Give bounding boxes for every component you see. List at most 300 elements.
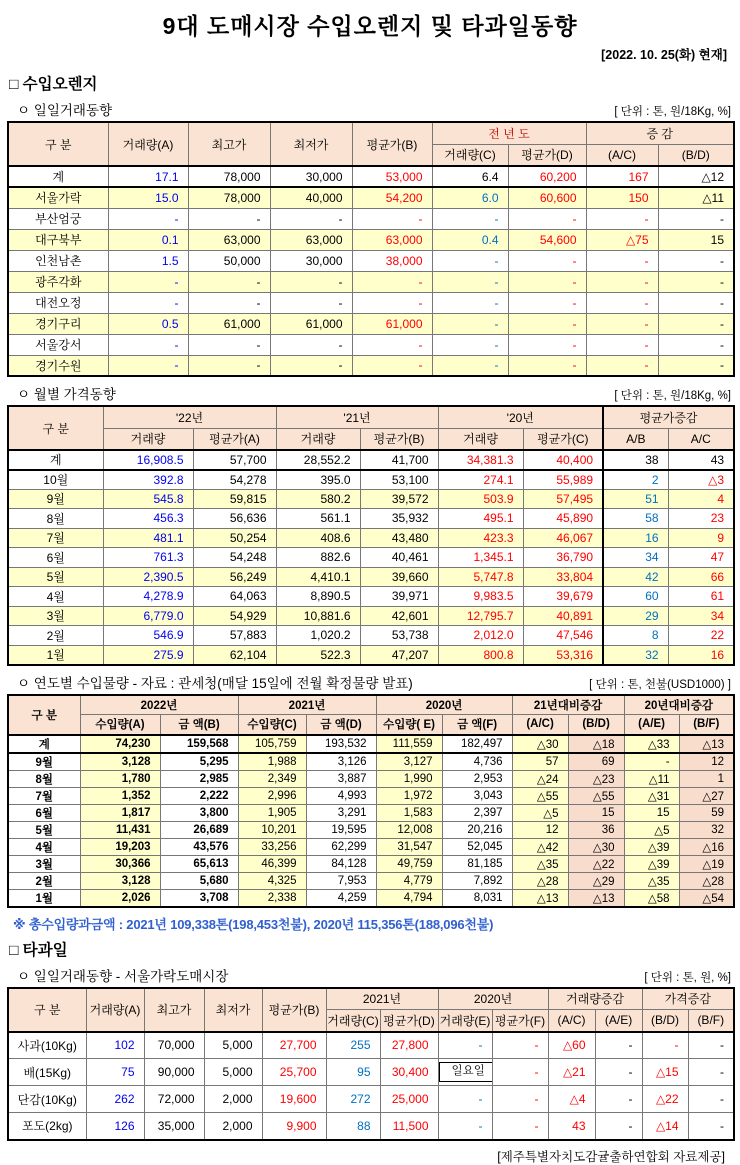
cell: - (438, 1032, 492, 1059)
cell: - (586, 271, 658, 292)
cell: 19,600 (262, 1086, 326, 1113)
cell: 12 (679, 753, 734, 771)
cell: △35 (624, 872, 679, 889)
column-header: 평균가(C) (523, 428, 603, 450)
cell: 39,679 (523, 587, 603, 607)
cell: 3,128 (80, 753, 160, 771)
cell: 31,547 (376, 838, 442, 855)
cell: 3,127 (376, 753, 442, 771)
cell: 43,480 (360, 528, 438, 548)
cell: 29 (603, 606, 668, 626)
column-header: 구 분 (8, 406, 103, 450)
cell: △33 (624, 735, 679, 753)
cell: - (586, 208, 658, 229)
cell: 41,700 (360, 450, 438, 470)
cell: - (352, 271, 432, 292)
cell: △39 (624, 855, 679, 872)
cell: △15 (642, 1059, 688, 1086)
cell: 90,000 (144, 1059, 204, 1086)
cell: △27 (679, 787, 734, 804)
cell: - (508, 271, 586, 292)
cell: - (270, 355, 352, 376)
table-row (8, 889, 734, 907)
cell: 6.0 (432, 187, 508, 208)
cell: 65,613 (160, 855, 238, 872)
cell: 53,000 (352, 166, 432, 187)
cell: 30,000 (270, 250, 352, 271)
cell: 88 (326, 1113, 380, 1140)
column-header: 구 분 (8, 122, 108, 166)
cell: - (432, 334, 508, 355)
table-row (8, 450, 734, 470)
cell: 1 (679, 770, 734, 787)
cell: 53,100 (360, 470, 438, 490)
row-label: 10월 (8, 470, 103, 490)
cell: 1,352 (80, 787, 160, 804)
cell: 4,736 (442, 753, 512, 771)
cell: 8,890.5 (276, 587, 360, 607)
table-row (8, 548, 734, 568)
column-header: 거래량(C) (326, 1010, 380, 1032)
row-label: 부산엄궁 (8, 208, 108, 229)
cell: 545.8 (103, 489, 193, 509)
cell: 3,887 (306, 770, 376, 787)
row-label: 계 (8, 166, 108, 187)
column-header: 금 액(D) (306, 715, 376, 735)
row-label: 단감(10Kg) (8, 1086, 86, 1113)
cell: 15 (624, 804, 679, 821)
column-header: 금 액(B) (160, 715, 238, 735)
cell: 12,795.7 (438, 606, 523, 626)
cell: 61 (668, 587, 734, 607)
daily-orange-table (7, 121, 735, 377)
cell: 272 (326, 1086, 380, 1113)
column-header: 평균가(B) (360, 428, 438, 450)
row-label: 1월 (8, 889, 80, 907)
source-credit: [제주특별자치도감귤출하연합회 자료제공] (497, 1149, 725, 1164)
cell: 481.1 (103, 528, 193, 548)
column-header: 거래량(A) (86, 988, 144, 1032)
cell: △11 (624, 770, 679, 787)
cell: 15 (658, 229, 734, 250)
column-header: 2020년 (376, 695, 512, 715)
table-row (8, 1113, 734, 1140)
cell: 45,890 (523, 509, 603, 529)
cell: 2,996 (238, 787, 306, 804)
cell: 50,000 (188, 250, 270, 271)
row-label: 1월 (8, 645, 103, 665)
cell: 58 (603, 509, 668, 529)
cell: - (432, 271, 508, 292)
cell: 17.1 (108, 166, 188, 187)
cell: - (688, 1059, 734, 1086)
cell: 1,817 (80, 804, 160, 821)
cell: 54,200 (352, 187, 432, 208)
cell: - (624, 753, 679, 771)
cell: △30 (568, 838, 624, 855)
cell: - (658, 292, 734, 313)
row-label: 8월 (8, 770, 80, 787)
cell: 2,012.0 (438, 626, 523, 646)
table-row (8, 166, 734, 187)
cell: - (352, 292, 432, 313)
cell: △22 (568, 855, 624, 872)
cell: △54 (679, 889, 734, 907)
column-header: (A/E) (624, 715, 679, 735)
cell: - (658, 250, 734, 271)
cell: 54,929 (193, 606, 276, 626)
sunday-note: 일요일 (439, 1062, 493, 1082)
column-header: (B/D) (568, 715, 624, 735)
cell: 1.5 (108, 250, 188, 271)
cell: 54,248 (193, 548, 276, 568)
cell: 456.3 (103, 509, 193, 529)
cell: 1,020.2 (276, 626, 360, 646)
cell: - (595, 1059, 642, 1086)
cell: - (595, 1113, 642, 1140)
cell: △28 (512, 872, 568, 889)
table-caption-fruits: ㅇ 일일거래동향 - 서울가락도매시장 (17, 968, 229, 984)
cell: △16 (679, 838, 734, 855)
cell: - (432, 292, 508, 313)
cell: 62,299 (306, 838, 376, 855)
cell: - (188, 271, 270, 292)
cell: 9,983.5 (438, 587, 523, 607)
cell: 35,932 (360, 509, 438, 529)
cell: - (508, 334, 586, 355)
row-label: 3월 (8, 606, 103, 626)
caption-row-fruits (17, 965, 731, 985)
column-header: 20년대비증감 (624, 695, 734, 715)
table-row (8, 313, 734, 334)
cell: 7,953 (306, 872, 376, 889)
column-header: 최고가 (188, 122, 270, 166)
unit-label-yearly: [ 단위 : 톤, 천불(USD1000) ] (589, 678, 731, 691)
cell: △12 (658, 166, 734, 187)
cell: 84,128 (306, 855, 376, 872)
cell: △13 (568, 889, 624, 907)
cell: 1,990 (376, 770, 442, 787)
column-header: 평균가(D) (508, 144, 586, 166)
cell: - (108, 334, 188, 355)
column-header: 금 액(F) (442, 715, 512, 735)
cell: 36 (568, 821, 624, 838)
cell: 10,881.6 (276, 606, 360, 626)
cell: △55 (568, 787, 624, 804)
row-label: 서울강서 (8, 334, 108, 355)
cell: △30 (512, 735, 568, 753)
cell: 503.9 (438, 489, 523, 509)
caption-row-daily (17, 99, 731, 119)
column-header: 2021년 (326, 988, 438, 1010)
cell: 60,200 (508, 166, 586, 187)
cell: - (432, 208, 508, 229)
cell: 42 (603, 567, 668, 587)
cell: 54,278 (193, 470, 276, 490)
cell: - (658, 208, 734, 229)
cell: 2,390.5 (103, 567, 193, 587)
column-header: 21년대비증감 (512, 695, 624, 715)
cell: 59 (679, 804, 734, 821)
cell: 19,595 (306, 821, 376, 838)
unit-label-monthly: [ 단위 : 톤, 원/18Kg, %] (614, 390, 731, 402)
cell: - (492, 1113, 548, 1140)
table-row (8, 735, 734, 753)
cell: 2,953 (442, 770, 512, 787)
cell: 4,278.9 (103, 587, 193, 607)
cell: △23 (568, 770, 624, 787)
column-header: 거래량(C) (432, 144, 508, 166)
table-row (8, 645, 734, 665)
cell: - (432, 250, 508, 271)
row-label: 경기구리 (8, 313, 108, 334)
yearly-import-table (7, 694, 735, 908)
cell: △3 (668, 470, 734, 490)
cell: 52,045 (442, 838, 512, 855)
cell: 1,583 (376, 804, 442, 821)
cell: △35 (512, 855, 568, 872)
table-row (8, 821, 734, 838)
column-header: '20년 (438, 406, 603, 428)
cell: 5,295 (160, 753, 238, 771)
table-row (8, 1032, 734, 1059)
caption-row-yearly (17, 672, 731, 692)
column-header: (A/C) (586, 144, 658, 166)
total-import-footnote: ※ 총수입량과금액 : 2021년 109,338톤(198,453천불), 2020년 115,356톤(188,096천불) (13, 916, 494, 932)
cell: 408.6 (276, 528, 360, 548)
cell: 12,008 (376, 821, 442, 838)
cell: 7,892 (442, 872, 512, 889)
cell: 49,759 (376, 855, 442, 872)
cell: 1,780 (80, 770, 160, 787)
cell: 423.3 (438, 528, 523, 548)
cell: 30,400 (380, 1059, 438, 1086)
cell: 51 (603, 489, 668, 509)
cell: 2,026 (80, 889, 160, 907)
cell: 16 (668, 645, 734, 665)
cell: - (586, 250, 658, 271)
cell: 60,600 (508, 187, 586, 208)
column-header: 평균가(A) (193, 428, 276, 450)
cell: △39 (624, 838, 679, 855)
cell: 159,568 (160, 735, 238, 753)
cell: 32 (679, 821, 734, 838)
cell: - (586, 313, 658, 334)
column-header: (A/C) (512, 715, 568, 735)
cell: 5,680 (160, 872, 238, 889)
cell: 81,185 (442, 855, 512, 872)
cell: 54,600 (508, 229, 586, 250)
column-header: (A/E) (595, 1010, 642, 1032)
column-header: (B/D) (658, 144, 734, 166)
cell: - (508, 250, 586, 271)
cell: △18 (568, 735, 624, 753)
cell: 39,572 (360, 489, 438, 509)
column-header: 수입량( E) (376, 715, 442, 735)
row-label: 2월 (8, 872, 80, 889)
column-header: 거래량(E) (438, 1010, 492, 1032)
cell: 580.2 (276, 489, 360, 509)
column-header: (B/F) (688, 1010, 734, 1032)
cell: - (270, 271, 352, 292)
cell: 39,971 (360, 587, 438, 607)
cell: △29 (568, 872, 624, 889)
cell: 0.1 (108, 229, 188, 250)
table-row (8, 753, 734, 771)
cell: 126 (86, 1113, 144, 1140)
row-label: 대전오정 (8, 292, 108, 313)
column-header: '21년 (276, 406, 438, 428)
column-header: 거래량증감 (548, 988, 642, 1010)
cell: △28 (679, 872, 734, 889)
cell: 8 (603, 626, 668, 646)
table-row (8, 250, 734, 271)
row-label: 6월 (8, 804, 80, 821)
cell: 800.8 (438, 645, 523, 665)
cell: 3,126 (306, 753, 376, 771)
cell: 546.9 (103, 626, 193, 646)
column-header: 거래량 (438, 428, 523, 450)
column-header: '22년 (103, 406, 276, 428)
table-caption-daily: ㅇ 일일거래동향 (17, 103, 113, 118)
cell: 22 (668, 626, 734, 646)
cell: 27,800 (380, 1032, 438, 1059)
row-label: 4월 (8, 838, 80, 855)
cell: 59,815 (193, 489, 276, 509)
cell: 6.4 (432, 166, 508, 187)
column-header: 최저가 (270, 122, 352, 166)
cell: 0.5 (108, 313, 188, 334)
column-header: 거래량 (103, 428, 193, 450)
cell: - (595, 1086, 642, 1113)
cell: 20,216 (442, 821, 512, 838)
cell: 34 (603, 548, 668, 568)
cell: - (492, 1086, 548, 1113)
table-row (8, 838, 734, 855)
cell: 66 (668, 567, 734, 587)
cell: 262 (86, 1086, 144, 1113)
cell: 4,259 (306, 889, 376, 907)
cell: 167 (586, 166, 658, 187)
table-row (8, 787, 734, 804)
row-label: 8월 (8, 509, 103, 529)
cell: - (432, 313, 508, 334)
cell: 2,000 (204, 1086, 262, 1113)
row-label: 2월 (8, 626, 103, 646)
table-row (8, 489, 734, 509)
cell: 69 (568, 753, 624, 771)
cell: △13 (512, 889, 568, 907)
cell: △19 (679, 855, 734, 872)
cell: 40,000 (270, 187, 352, 208)
cell: 16 (603, 528, 668, 548)
cell: 43 (548, 1113, 595, 1140)
cell: 193,532 (306, 735, 376, 753)
table-row (8, 509, 734, 529)
column-header: 평균가(D) (380, 1010, 438, 1032)
cell: - (586, 292, 658, 313)
table-row (8, 1086, 734, 1113)
cell: 63,000 (352, 229, 432, 250)
cell: 32 (603, 645, 668, 665)
cell: △60 (548, 1032, 595, 1059)
cell: - (270, 334, 352, 355)
cell: 2,397 (442, 804, 512, 821)
column-header: 수입량(C) (238, 715, 306, 735)
cell: 4,410.1 (276, 567, 360, 587)
cell: - (188, 334, 270, 355)
column-header: (B/F) (679, 715, 734, 735)
cell: 27,700 (262, 1032, 326, 1059)
column-header: A/B (603, 428, 668, 450)
table-row (8, 271, 734, 292)
cell: 57,883 (193, 626, 276, 646)
cell: 102 (86, 1032, 144, 1059)
cell: - (492, 1032, 548, 1059)
cell: △31 (624, 787, 679, 804)
cell: 11,431 (80, 821, 160, 838)
table-row (8, 470, 734, 490)
section-heading-fruit: □ 타과일 (9, 941, 68, 959)
cell: 4 (668, 489, 734, 509)
row-label: 경기수원 (8, 355, 108, 376)
cell: 53,316 (523, 645, 603, 665)
cell: 47 (668, 548, 734, 568)
cell: 2,338 (238, 889, 306, 907)
table-row (8, 229, 734, 250)
column-header: 평균가(B) (262, 988, 326, 1032)
column-header: 증 감 (586, 122, 734, 144)
cell: 2,222 (160, 787, 238, 804)
cell: 74,230 (80, 735, 160, 753)
cell: 53,738 (360, 626, 438, 646)
cell: - (352, 208, 432, 229)
column-header: (A/C) (548, 1010, 595, 1032)
cell: - (508, 313, 586, 334)
cell: 882.6 (276, 548, 360, 568)
cell: - (658, 313, 734, 334)
cell: 150 (586, 187, 658, 208)
cell: △14 (642, 1113, 688, 1140)
cell: △42 (512, 838, 568, 855)
row-label: 서울가락 (8, 187, 108, 208)
cell: 95 (326, 1059, 380, 1086)
row-label: 4월 (8, 587, 103, 607)
row-label: 3월 (8, 855, 80, 872)
cell: 9 (668, 528, 734, 548)
cell: 42,601 (360, 606, 438, 626)
cell: 35,000 (144, 1113, 204, 1140)
cell: 26,689 (160, 821, 238, 838)
caption-row-monthly (17, 383, 731, 403)
cell: 25,000 (380, 1086, 438, 1113)
cell: △5 (624, 821, 679, 838)
cell: - (270, 208, 352, 229)
cell: 57,495 (523, 489, 603, 509)
cell: 6,779.0 (103, 606, 193, 626)
cell: 23 (668, 509, 734, 529)
cell: - (352, 334, 432, 355)
cell: 1,988 (238, 753, 306, 771)
cell: 47,546 (523, 626, 603, 646)
cell: 5,747.8 (438, 567, 523, 587)
cell: 40,461 (360, 548, 438, 568)
table-row (8, 528, 734, 548)
cell: - (270, 292, 352, 313)
cell: 1,905 (238, 804, 306, 821)
cell: 10,201 (238, 821, 306, 838)
cell: 4,779 (376, 872, 442, 889)
